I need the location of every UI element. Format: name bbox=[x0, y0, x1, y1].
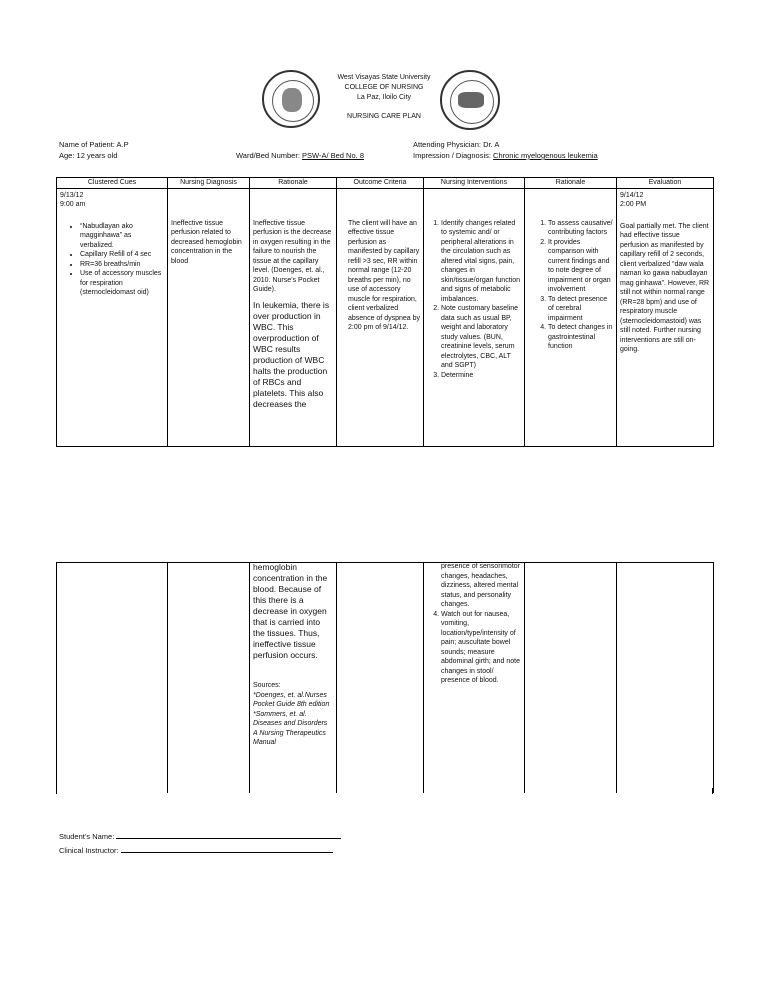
rationale-item: 1. To assess causative/ contributing factors bbox=[548, 219, 613, 238]
patient-age-row bbox=[59, 150, 117, 161]
diagnosis-text: Ineffective tissue perfusion related to decreased hemoglobin concentration in the blood bbox=[171, 219, 242, 265]
physician-label: Attending Physician: bbox=[413, 140, 481, 149]
patient-name-label: Name of Patient: bbox=[59, 140, 115, 149]
cell-clustered-cues bbox=[57, 188, 168, 446]
cue-item: • Use of accessory muscles for respiration (sternocleidomast oid) bbox=[80, 269, 164, 298]
header-evaluation: Evaluation bbox=[617, 178, 714, 189]
intervention-item: 1. Identify changes related to systemic and/ or peripheral alterations in the circulation such as altered vital signs, pain, changes in skin/tissue/organ function and signs of metabolic imbalances. bbox=[441, 219, 521, 305]
rationale-item: 4. To detect changes in gastrointestinal function bbox=[548, 323, 613, 352]
cell-evaluation bbox=[617, 188, 714, 446]
cue-item: • Capillary Refill of 4 sec bbox=[80, 250, 164, 260]
intervention-item: 3. Determine bbox=[441, 371, 521, 381]
source-sommers: *Sommers, et. al. Diseases and Disorders A Nursing Therapeutics Manual bbox=[253, 710, 328, 746]
rationale-list bbox=[528, 219, 613, 352]
cell-rationale bbox=[250, 188, 337, 446]
header-nursing-diagnosis: Nursing Diagnosis bbox=[168, 178, 250, 189]
student-name-row bbox=[59, 830, 341, 842]
care-plan-table-part2 bbox=[56, 562, 714, 793]
table-bottom-tick-left bbox=[56, 788, 57, 794]
cell-cues-cont bbox=[57, 563, 168, 794]
intervention-item: 2. Note customary baseline data such as usual BP, weight and laboratory study values. (BUN, creatinine levels, serum electrolytes, CBC, ALT and SGPT) bbox=[441, 304, 521, 371]
impression-row bbox=[413, 150, 598, 161]
patient-name-value: A.P bbox=[116, 140, 129, 149]
rationale-paragraph-1: Ineffective tissue perfusion is the decrease in oxygen resulting in the failure to nourish the tissue at the capillary level. (Doenges, et. al., 2010. Nurse’s Pocket Guide). bbox=[253, 219, 332, 293]
table-bottom-tick-right bbox=[712, 788, 713, 794]
document-title: NURSING CARE PLAN bbox=[347, 113, 421, 120]
header-rationale: Rationale bbox=[250, 178, 337, 189]
header-rationale-2: Rationale bbox=[525, 178, 617, 189]
clinical-instructor-row bbox=[59, 844, 333, 856]
cell-rationale-2 bbox=[525, 188, 617, 446]
university-name: West Visayas State University bbox=[337, 74, 431, 81]
rationale-item: 2. It provides comparison with current findings and to note degree of impairment or organ involvement bbox=[548, 238, 613, 295]
cell-interventions-cont bbox=[424, 563, 525, 794]
clinical-instructor-label: Clinical Instructor: bbox=[59, 846, 119, 855]
cell-rationale2-cont bbox=[525, 563, 617, 794]
cue-item: • “Nabudlayan ako magginhawa” as verbalized. bbox=[80, 222, 164, 251]
patient-age-label: Age: bbox=[59, 151, 75, 160]
ward-row bbox=[236, 150, 364, 161]
patient-name-row bbox=[59, 139, 129, 150]
clinical-instructor-line bbox=[121, 844, 333, 853]
college-location: La Paz, Iloilo City bbox=[356, 94, 412, 101]
cell-rationale-cont bbox=[250, 563, 337, 794]
intervention-3-continuation: presence of sensorimotor changes, headaches, dizziness, altered mental status, and personality changes. bbox=[441, 563, 520, 608]
cues-list bbox=[60, 222, 164, 298]
cue-item: • RR=36 breaths/min bbox=[80, 260, 164, 270]
sources-label: Sources: bbox=[253, 682, 281, 689]
cell-outcome-criteria bbox=[337, 188, 424, 446]
cell-nursing-diagnosis bbox=[168, 188, 250, 446]
intervention-item: 4. Watch out for nausea, vomiting, location/type/intensity of pain; auscultate bowel sounds; measure abdominal girth; and note changes in stool/ presence of blood. bbox=[441, 610, 521, 686]
eval-date: 9/14/12 bbox=[620, 191, 644, 199]
cell-diagnosis-cont bbox=[168, 563, 250, 794]
header-outcome-criteria: Outcome Criteria bbox=[337, 178, 424, 189]
rationale-continuation: hemoglobin concentration in the blood. Because of this there is a decrease in oxygen that is carried into the tissues. Thus, ineffective tissue perfusion occurs. bbox=[253, 562, 328, 660]
cell-evaluation-cont bbox=[617, 563, 714, 794]
source-doenges: *Doenges, et. al.Nurses Pocket Guide 8th edition bbox=[253, 691, 330, 708]
rationale-item: 3. To detect presence of cerebral impairment bbox=[548, 295, 613, 324]
eval-time: 2:00 PM bbox=[620, 201, 647, 208]
ward-value: PSW-A/ Bed No. 8 bbox=[302, 151, 364, 160]
evaluation-text: Goal partially met. The client had effective tissue perfusion as manifested by capillary refill of 2 seconds, client verbalized “daw wala naman ko gawa nabudlayan mag ginhawa”. However, RR still not within normal range (RR=28 bpm) and use of respiratory muscle (sternocleidomastoid) was still noted. Further nursing interventions are still on-going. bbox=[620, 222, 710, 353]
header-nursing-interventions: Nursing Interventions bbox=[424, 178, 525, 189]
cell-outcome-cont bbox=[337, 563, 424, 794]
cell-nursing-interventions bbox=[424, 188, 525, 446]
rationale-paragraph-2: In leukemia, there is over production in WBC. This overproduction of WBC results production of WBC halts the production of RBCs and platelets. This also decreases the bbox=[253, 299, 330, 409]
interventions-list-cont bbox=[427, 610, 521, 686]
interventions-list bbox=[427, 219, 521, 381]
physician-value: Dr. A bbox=[483, 140, 500, 149]
ward-label: Ward/Bed Number: bbox=[236, 151, 300, 160]
header-clustered-cues: Clustered Cues bbox=[57, 178, 168, 189]
physician-row bbox=[413, 139, 499, 150]
impression-label: Impression / Diagnosis: bbox=[413, 151, 491, 160]
college-name: COLLEGE OF NURSING bbox=[344, 84, 424, 91]
care-plan-table-part1 bbox=[56, 177, 714, 447]
patient-age-value: 12 years old bbox=[76, 151, 118, 160]
cues-date: 9/13/12 bbox=[60, 191, 84, 199]
impression-value: Chronic myelogenous leukemia bbox=[493, 151, 598, 160]
cues-time: 9:00 am bbox=[60, 201, 86, 208]
student-name-line bbox=[116, 830, 341, 839]
student-name-label: Student’s Name: bbox=[59, 832, 115, 841]
outcome-text: The client will have an effective tissue perfusion as manifested by capillary refill >3 sec, RR within normal range (12-20 breaths per min), no use of accessory muscle for respiration, client verbalized absence of dyspnea by 2:00 pm of 9/14/12. bbox=[348, 219, 420, 331]
